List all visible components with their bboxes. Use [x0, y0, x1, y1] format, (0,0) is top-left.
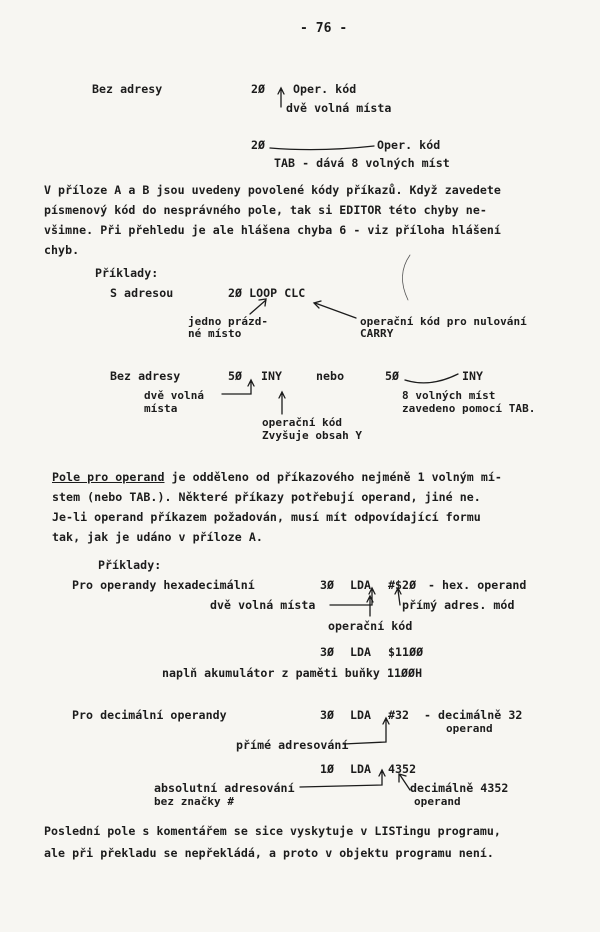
hex-operands-label: Pro operandy hexadecimální	[72, 578, 255, 592]
arrow	[222, 380, 254, 394]
paragraph-line: Je-li operand příkazem požadován, musí mít odpovídající formu	[52, 510, 481, 524]
underline-line	[405, 374, 458, 383]
decimal-note: decimálně 4352	[410, 781, 509, 795]
hex-operand-note: - hex. operand	[428, 578, 527, 592]
decimal-note: - decimálně 32	[424, 708, 523, 722]
label-without-address: Bez adresy	[92, 82, 163, 96]
opcode-note: operační kód pro nulování	[360, 315, 527, 328]
line-number: 5Ø	[228, 369, 243, 383]
pen-mark	[402, 255, 410, 300]
mnemonic: LDA	[350, 645, 372, 659]
line-number: 2Ø	[251, 138, 266, 152]
arrow	[395, 588, 401, 605]
two-spaces-note: místa	[144, 402, 178, 415]
direct-mode-note: přímý adres. mód	[402, 598, 515, 612]
operand-value: 4352	[388, 762, 417, 776]
mnemonic: LDA	[350, 578, 372, 592]
line-number: 5Ø	[385, 369, 400, 383]
paragraph-line: tak, jak je udáno v příloze A.	[52, 530, 263, 544]
arrow	[343, 718, 389, 744]
paragraph-line: všimne. Při přehledu je ale hlášena chyba 6 - viz příloha hlášení	[44, 223, 501, 237]
line-number: 3Ø	[320, 645, 335, 659]
arrow	[314, 301, 356, 318]
mnemonic: INY	[261, 369, 283, 383]
mnemonic: LDA	[350, 708, 372, 722]
page-number: - 76 -	[300, 21, 348, 36]
paragraph-line: ale při překladu se nepřekládá, a proto v objektu programu není.	[44, 846, 494, 860]
paragraph-line: stem (nebo TAB.). Některé příkazy potřebují operand, jiné ne.	[52, 490, 481, 504]
operand-value: $11ØØ	[388, 645, 424, 659]
opcode-note: CARRY	[360, 327, 394, 340]
accumulator-note: naplň akumulátor z paměti buňky 11ØØH	[162, 666, 423, 680]
arrow	[399, 774, 410, 790]
empty-place-note: jedno prázd-	[188, 315, 269, 328]
examples-heading: Příklady:	[98, 558, 162, 572]
opcode-label: Oper. kód	[377, 138, 441, 152]
decimal-note: operand	[446, 722, 493, 735]
opcode-note: operační kód	[262, 416, 343, 429]
arrow	[278, 88, 284, 107]
absolute-addressing-note: bez značky #	[154, 795, 235, 808]
arrow	[250, 299, 266, 314]
decimal-note: operand	[414, 795, 461, 808]
absolute-addressing-note: absolutní adresování	[154, 781, 295, 795]
two-spaces-note: dvě volná místa	[210, 598, 316, 612]
paragraph-line: V příloze A a B jsou uvedeny povolené kódy příkazů. Když zavedete	[44, 183, 501, 197]
line-number: 3Ø	[320, 578, 335, 592]
examples-heading: Příklady:	[95, 266, 159, 280]
paragraph-text: je odděleno od příkazového nejméně 1 volným mí-	[164, 470, 502, 484]
line-number: 2Ø	[251, 82, 266, 96]
tab-note: zavedeno pomocí TAB.	[402, 402, 536, 415]
paragraph-line: Poslední pole s komentářem se sice vyskytuje v LISTingu programu,	[44, 824, 501, 838]
two-spaces-note: dvě volná	[144, 389, 205, 402]
arrow	[279, 392, 285, 414]
operand-value: #$2Ø	[388, 578, 417, 592]
two-spaces-note: dvě volná místa	[286, 101, 392, 115]
opcode-note: Zvyšuje obsah Y	[262, 429, 363, 442]
decimal-operands-label: Pro decimální operandy	[72, 708, 227, 722]
paragraph-line: chyb.	[44, 243, 80, 257]
or-word: nebo	[316, 369, 345, 383]
mnemonic: LDA	[350, 762, 372, 776]
empty-place-note: né místo	[188, 327, 242, 340]
tab-note: 8 volných míst	[402, 389, 496, 402]
line-number: 3Ø	[320, 708, 335, 722]
line-number: 1Ø	[320, 762, 335, 776]
opcode-label: Oper. kód	[293, 82, 357, 96]
immediate-addressing-note: přímé adresování	[236, 738, 349, 752]
arrow	[367, 596, 373, 616]
opcode-note: operační kód	[328, 619, 413, 633]
code-example: 2Ø LOOP CLC	[228, 286, 306, 300]
paragraph-line: písmenový kód do nesprávného pole, tak si EDITOR této chyby ne-	[44, 203, 487, 217]
section-title: Pole pro operand	[52, 470, 165, 484]
arrow	[300, 770, 385, 787]
tab-note: TAB - dává 8 volných míst	[274, 156, 450, 170]
operand-value: #32	[388, 708, 410, 722]
mnemonic: INY	[462, 369, 484, 383]
label-with-address: S adresou	[110, 286, 174, 300]
arrow	[330, 588, 375, 605]
underline-line	[270, 146, 374, 150]
label-without-address: Bez adresy	[110, 369, 181, 383]
